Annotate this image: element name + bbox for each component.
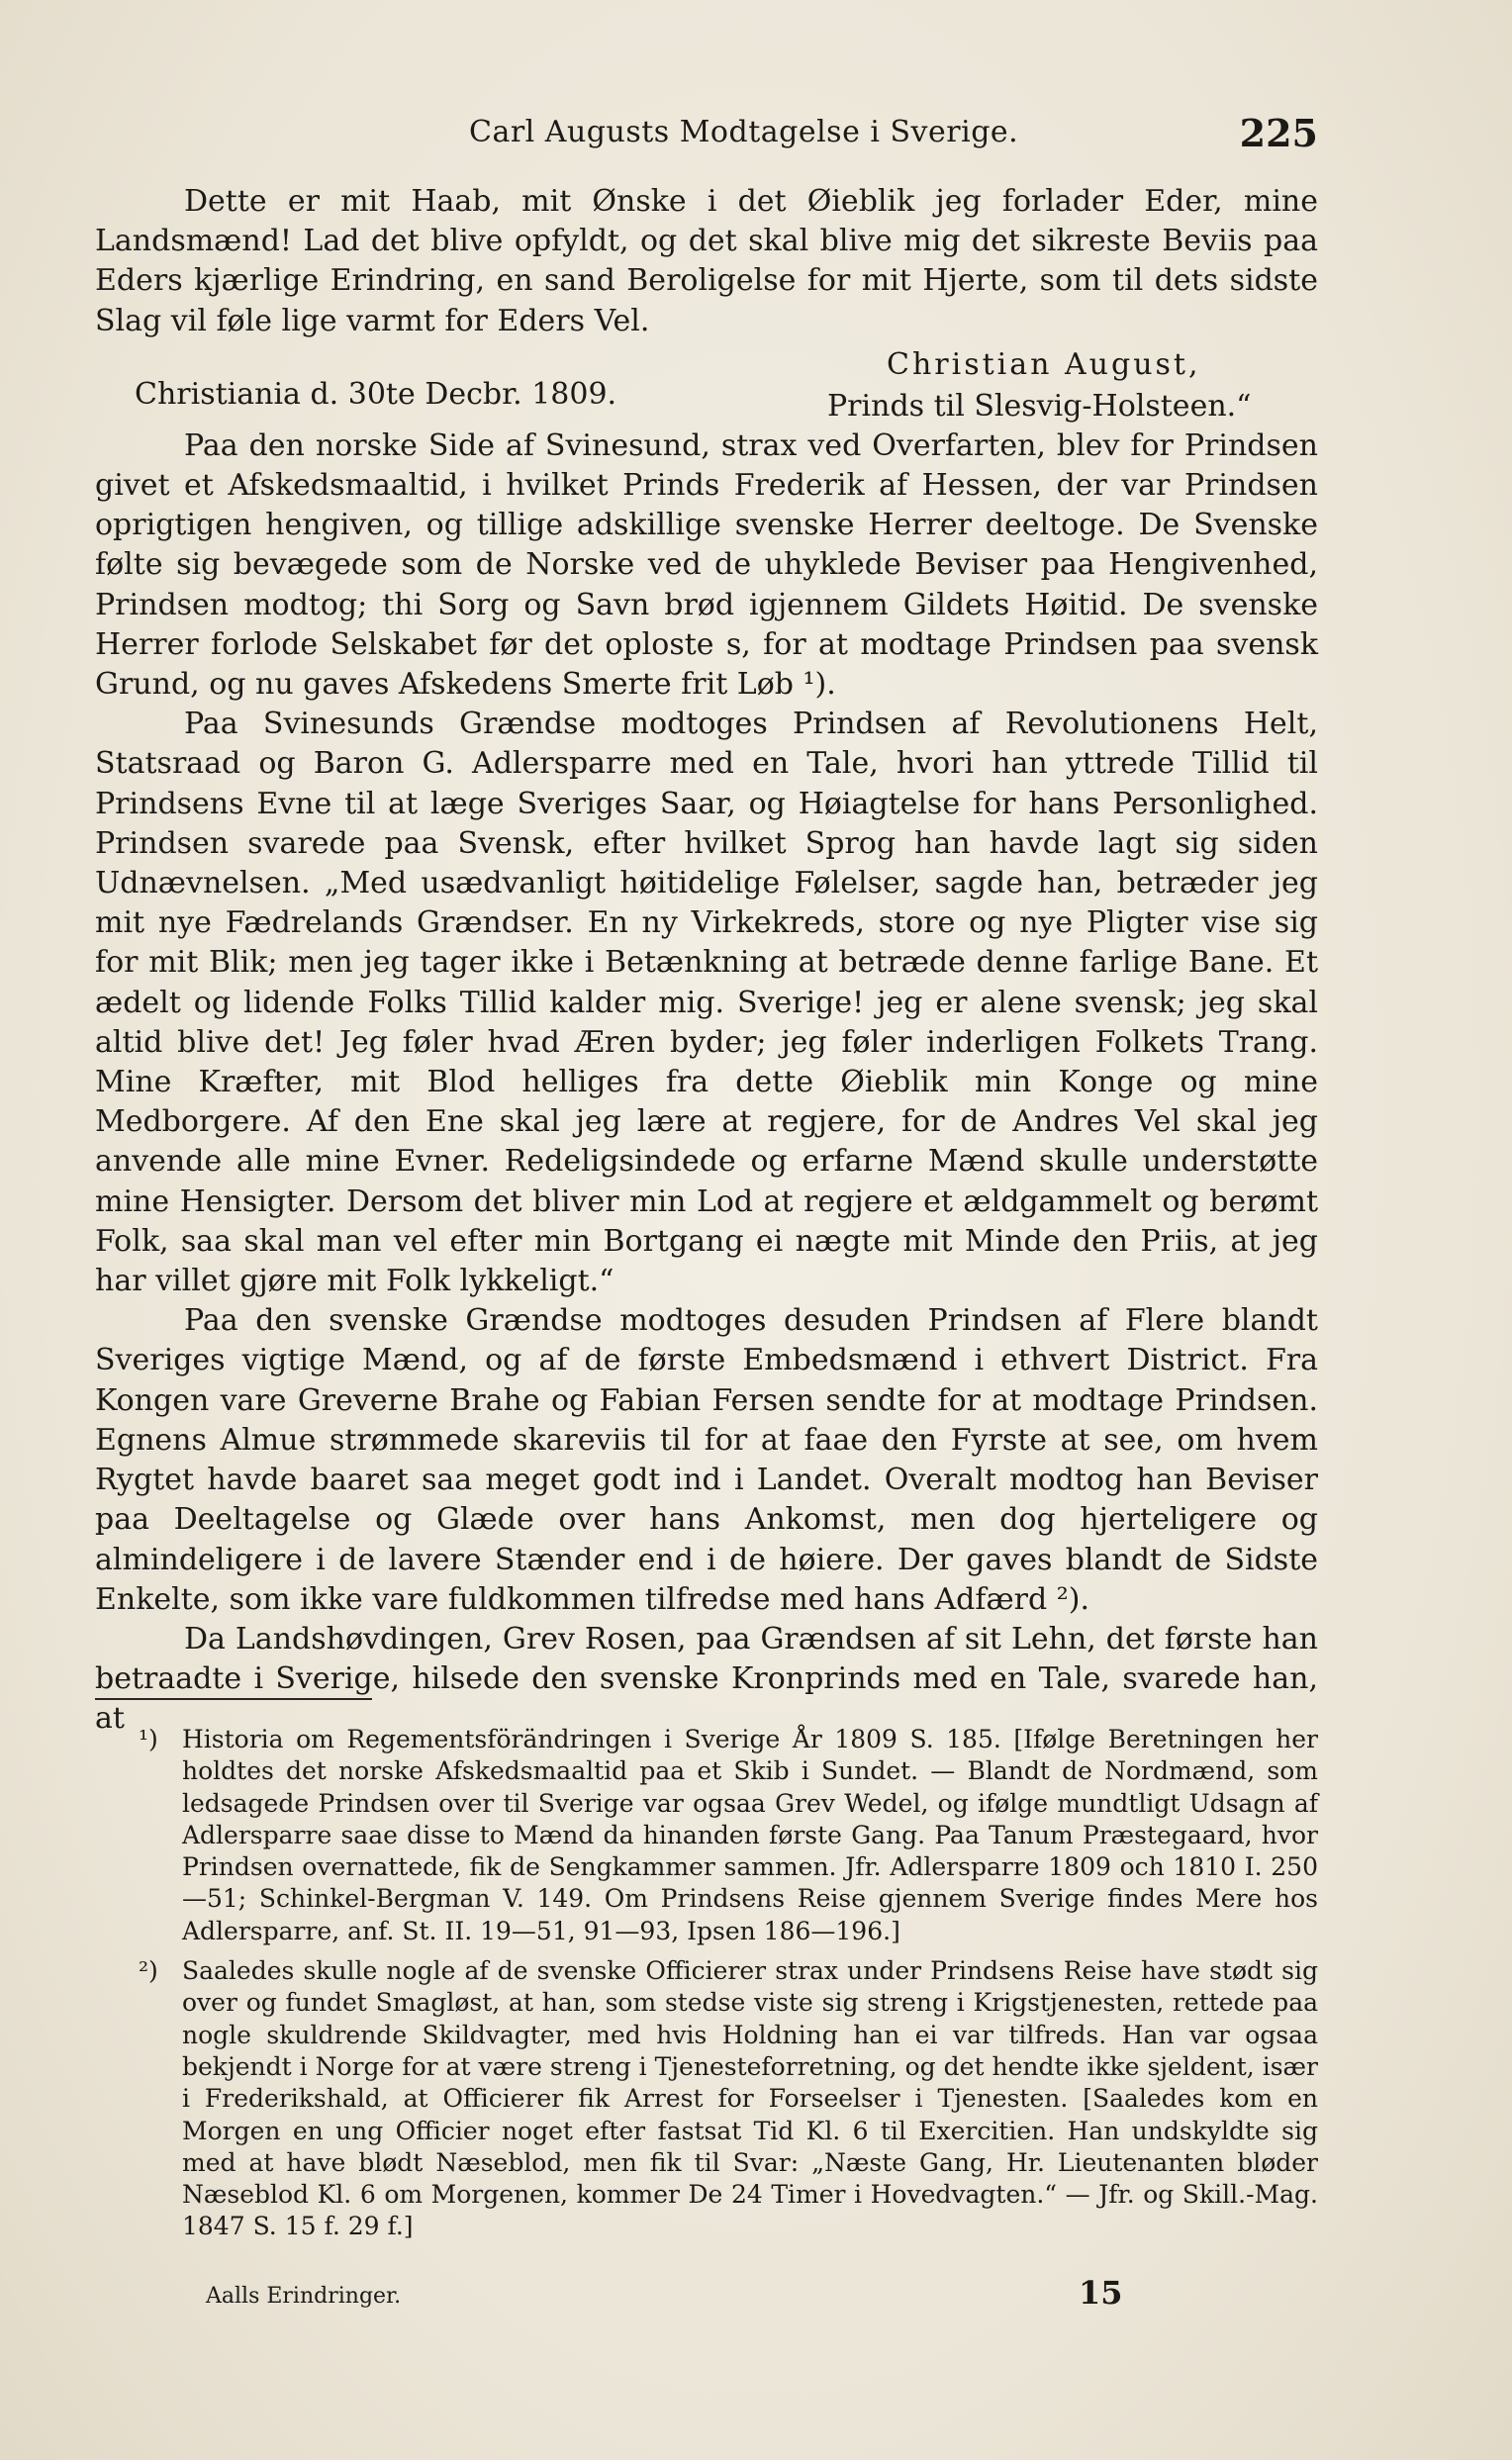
page-number: 225 (1239, 111, 1318, 155)
main-text (95, 182, 1318, 1740)
footnote (95, 1955, 1318, 2243)
paragraph: Dette er mit Haab, mit Ønske i det Øieblik jeg forlader Eder, mine Landsmænd! Lad det blive opfyldt, og det skal blive mig det sikreste Beviis paa Eders kjærlige Erindring, en sand Beroligelse for mit Hjerte, som til dets sidste Slag vil føle lige varmt for Eders Vel. (95, 184, 1318, 338)
footnote-marker: ²) (139, 1956, 158, 1986)
footnote-text: Saaledes skulle nogle af de svenske Officierer strax under Prindsens Reise have stødt sig over og fundet Smagløst, at han, som stedse viste sig streng i Krigstjenesten, rettede paa nogle skuldrende Skildvagter, med hvis Holdning han ei var tilfreds. Han var ogsaa bekjendt i Norge for at være streng i Tjenesteforretning, og det hendte ikke sjeldent, især i Frederikshald, at Officierer fik Arrest for Forseelser i Tjenesten. [Saaledes kom en Morgen en ung Officier noget efter fastsat Tid Kl. 6 til Exercitien. Han undskyldte sig med at have blødt Næseblod, men fik til Svar: „Næste Gang, Hr. Lieutenanten bløder Næseblod Kl. 6 om Morgenen, kommer De 24 Timer i Hovedvagten.“ — Jfr. og Skill.-Mag. 1847 S. 15 f. 29 f.] (182, 1956, 1318, 2241)
running-title: Carl Augusts Modtagelse i Sverige. (469, 115, 1019, 149)
place-date: Christiania d. 30te Decbr. 1809. (135, 376, 617, 412)
paragraph: Da Landshøvdingen, Grev Rosen, paa Grændsen af sit Lehn, det første han betraadte i Sverige, hilsede den svenske Kronprinds med en Tale, svarede han, at (95, 1621, 1318, 1737)
signature-mark: Aalls Erindringer. (206, 2284, 402, 2309)
footnotes (95, 1724, 1318, 2251)
signer-title: Prinds til Slesvig-Holsteen.“ (827, 388, 1252, 424)
paragraph: Paa den norske Side af Svinesund, strax ved Overfarten, blev for Prindsen givet et Afskedsmaaltid, i hvilket Prinds Frederik af Hessen, der var Prindsen oprigtigen hengiven, og tillige adskillige svenske Herrer deeltoge. De Svenske følte sig bevægede som de Norske ved de uhyklede Beviser paa Hengivenhed, Prindsen modtog; thi Sorg og Savn brød igjennem Gildets Høitid. De svenske Herrer forlode Selskabet før det oploste s, for at modtage Prindsen paa svensk Grund, og nu gaves Afskedens Smerte frit Løb ¹). (95, 427, 1318, 703)
paragraph: Paa Svinesunds Grændse modtoges Prindsen af Revolutionens Helt, Statsraad og Baron G. Adlersparre med en Tale, hvori han yttrede Tillid til Prindsens Evne til at læge Sveriges Saar, og Høiagtelse for hans Personlighed. Prindsen svarede paa Svensk, efter hvilket Sprog han havde lagt sig siden Udnævnelsen. „Med usædvanligt høitidelige Følelser, sagde han, betræder jeg mit nye Fædrelands Grændser. En ny Virkekreds, store og nye Pligter vise sig for mit Blik; men jeg tager ikke i Betænkning at betræde denne farlige Bane. Et ædelt og lidende Folks Tillid kalder mig. Sverige! jeg er alene svensk; jeg skal altid blive det! Jeg føler hvad Æren byder; jeg føler inderligen Folkets Trang. Mine Kræfter, mit Blod helliges fra dette Øieblik min Konge og mine Medborgere. Af den Ene skal jeg lære at regjere, for de Andres Vel skal jeg anvende alle mine Evner. Redeligsindede og erfarne Mænd skulle understøtte mine Hensigter. Dersom det bliver min Lod at regjere et ældgammelt og berømt Folk, saa skal man vel efter min Bortgang ei nægte mit Minde den Priis, at jeg har villet gjøre mit Folk lykkeligt.“ (95, 707, 1318, 1299)
paragraph: Paa den svenske Grændse modtoges desuden Prindsen af Flere blandt Sveriges vigtige Mænd, og af de første Embedsmænd i ethvert District. Fra Kongen vare Greverne Brahe og Fabian Fersen sendte for at modtage Prindsen. Egnens Almue strømmede skareviis til for at faae den Fyrste at see, om hvem Rygtet havde baaret saa meget godt ind i Landet. Overalt modtog han Beviser paa Deeltagelse og Glæde over hans Ankomst, men dog hjerteligere og almindeligere i de lavere Stænder end i de høiere. Der gaves blandt de Sidste Enkelte, som ikke vare fuldkommen tilfredse med hans Adfærd ²). (95, 1303, 1318, 1617)
footnote (95, 1724, 1318, 1947)
signature-block (95, 341, 1318, 426)
footnote-text: Historia om Regementsförändringen i Sverige År 1809 S. 185. [Ifølge Beretningen her holdtes det norske Afskedsmaaltid paa et Skib i Sundet. — Blandt de Nordmænd, som ledsagede Prindsen over til Sverige var ogsaa Grev Wedel, og ifølge mundtligt Udsagn af Adlersparre saae disse to Mænd da hinanden første Gang. Paa Tanum Præstegaard, hvor Prindsen overnattede, fik de Sengkammer sammen. Jfr. Adlersparre 1809 och 1810 I. 250—51; Schinkel-Bergman V. 149. Om Prindsens Reise gjennem Sverige findes Mere hos Adlersparre, anf. St. II. 19—51, 91—93, Ipsen 186—196.] (182, 1725, 1318, 1945)
footnote-divider (95, 1698, 372, 1700)
sheet-number: 15 (1079, 2274, 1123, 2312)
footnote-marker: ¹) (139, 1725, 158, 1753)
signer-name: Christian August, (887, 346, 1201, 382)
page-header (95, 111, 1318, 160)
page-footer (95, 2274, 1318, 2323)
